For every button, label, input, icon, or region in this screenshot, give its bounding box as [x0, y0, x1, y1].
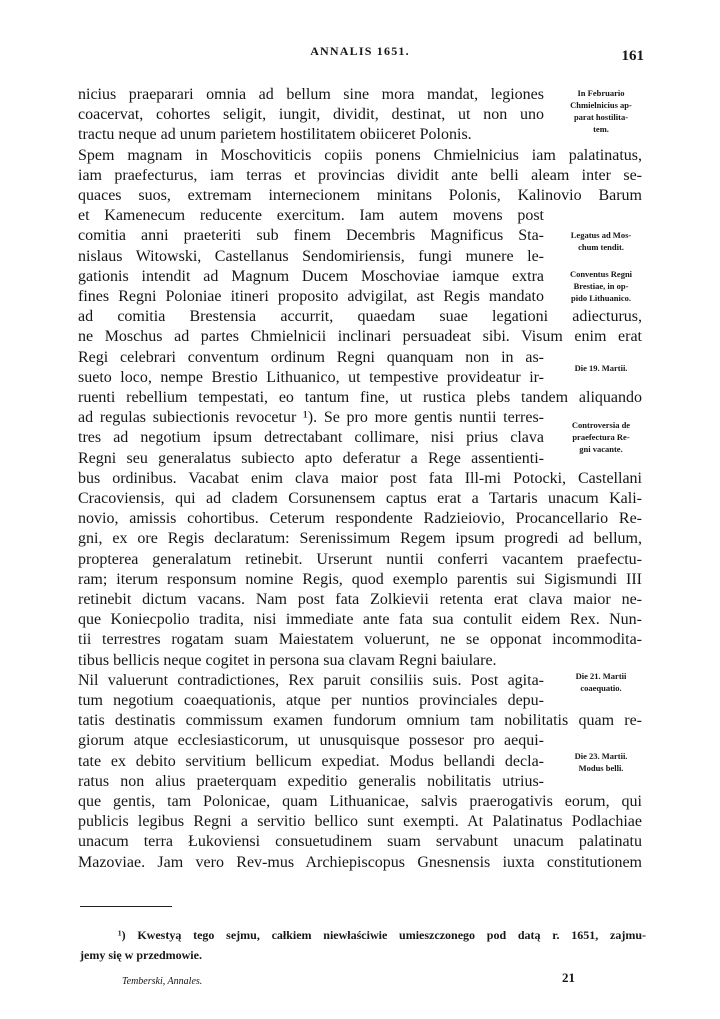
footnote: [80, 925, 646, 965]
text-line: comitia anni praeteriti sub finem Decembris Magnificus Sta-: [78, 227, 544, 245]
text-line: Regni seu generalatus subiecto apto deferatur a Rege assentienti-: [78, 449, 544, 467]
text-line: publicis legibus Regni a servitio bellico sunt exempti. At Palatinatus Podlachiae: [78, 813, 642, 831]
footnote-line: ¹) Kwestyą tego sejmu, całkiem niewłaściwie umieszczonego pod datą r. 1651, zajmu-: [118, 928, 646, 942]
text-line: quaces suos, extremam internecionem minitans Polonis, Kalinovio Barum: [78, 187, 642, 204]
text-line: que gentis, tam Polonicae, quam Lithuanicae, salvis praerogativis eorum, qui: [78, 793, 642, 810]
running-title: ANNALIS 1651.: [310, 44, 410, 58]
text-line: iam praefecturus, iam terras et provincias dividit ante belli aleam inter se-: [78, 166, 642, 184]
text-line: ad regulas subiectionis revocetur ¹). Se pro more gentis nuntii terres-: [78, 409, 544, 427]
margin-note-line: Legatus ad Mos-: [570, 230, 632, 240]
text-line: propterea generalatum retinebit. Urserunt nuntii conferri vacantem praefectu-: [78, 550, 642, 568]
text-line: ratus non alius praeterquam expeditio generalis nobilitatis utrius-: [78, 772, 544, 790]
text-line: Mazoviae. Jam vero Rev-mus Archiepiscopus Gnesnensis iuxta constitutionem: [78, 853, 642, 871]
margin-note-line: tem.: [593, 124, 609, 134]
text-line: giorum atque ecclesiasticorum, ut unusquisque possesor pro aequi-: [78, 732, 544, 750]
text-line: fines Regni Poloniae itineri proposito advigilat, ast Regis mandato: [78, 288, 544, 305]
text-line: sueto loco, nempe Brestio Lithuanico, ut tempestive provideatur ir-: [78, 368, 544, 386]
margin-note-line: Die 23. Martii.: [574, 751, 628, 761]
text-line: retinebit dictum vacans. Nam post fata Zolkievii retenta erat clava maior ne-: [78, 591, 642, 608]
signature-number: 21: [562, 970, 575, 985]
text-line: Spem magnam in Moschoviticis copiis ponens Chmielnicius iam palatinatus,: [78, 146, 642, 164]
text-line: novio, amissis cohortibus. Ceterum respondente Radzieiovio, Procancellario Re-: [78, 510, 642, 528]
text-line: tate ex debito servitium bellicum expediat. Modus bellandi decla-: [78, 752, 544, 770]
footnote-line: jemy się w przedmowie.: [80, 948, 202, 962]
footnote-rule: [80, 906, 172, 907]
margin-note-line: Die 19. Martii.: [574, 363, 628, 373]
margin-note: [553, 362, 649, 374]
text-line: nislaus Witowski, Castellanus Sendomiriensis, fungi munere le-: [78, 247, 544, 265]
margin-note: [553, 419, 649, 455]
margin-note: [553, 87, 649, 135]
text-line: nicius praeparari omnia ad bellum sine mora mandat, legiones: [78, 86, 544, 103]
text-line: ram; iterum responsum nomine Regis, quod exemplo parentis sui Sigismundi III: [78, 570, 642, 588]
margin-note: [553, 670, 649, 694]
text-line: tres ad negotium ipsum detrectabant collimare, nisi prius clava: [78, 429, 544, 447]
text-line: coacervat, cohortes seligit, iungit, dividit, destinat, ut non uno: [78, 106, 544, 124]
page-number: 161: [621, 48, 644, 64]
text-line: ne Moschus ad partes Chmielnicii inclinari persuadeat sibi. Visum enim erat: [78, 328, 642, 346]
text-line: tractu neque ad unum parietem hostilitatem obiiceret Polonis.: [78, 126, 472, 144]
text-line: tii terrestres rogatam suam Maiestatem voluerunt, ne se opponat incommodita-: [78, 631, 642, 649]
margin-note-line: chum tendit.: [578, 242, 624, 252]
text-line: gni, ex ore Regis declaratum: Serenissimum Regem ipsum progredi ad bellum,: [78, 530, 642, 548]
margin-note-line: parat hostilita-: [573, 112, 629, 122]
margin-note-line: Conventus Regni: [569, 269, 633, 279]
text-line: ad comitia Brestensia accurrit, quaedam suae legationi adiecturus,: [78, 308, 642, 326]
text-line: tatis destinatis commissum examen fundorum omnium tam nobilitatis quam re-: [78, 712, 642, 730]
margin-note-line: pido Lithuanico.: [571, 293, 631, 303]
margin-note: [553, 229, 649, 253]
text-line: que Koniecpolio tradita, nisi immediate ante fata sua contulit eidem Rex. Nun-: [78, 611, 642, 629]
text-line: Regi celebrari conventum ordinum Regni quanquam non in as-: [78, 348, 544, 366]
text-line: gationis intendit ad Magnum Ducem Moschoviae iamque extra: [78, 267, 544, 285]
margin-note-line: Brestiae, in op-: [573, 281, 629, 291]
margin-note: [553, 750, 649, 774]
margin-note-line: coaequatio.: [580, 683, 622, 693]
printer-signature: Temberski, Annales.: [122, 976, 203, 987]
margin-note-line: Chmielnicius ap-: [570, 100, 632, 110]
margin-note-line: praefectura Re-: [572, 432, 630, 442]
margin-note-line: gni vacante.: [579, 444, 623, 454]
margin-note-line: Controversia de: [571, 420, 631, 430]
text-line: tibus bellicis neque cogitet in persona sua clavam Regni baiulare.: [78, 651, 497, 669]
margin-note: [553, 268, 649, 304]
text-line: bus ordinibus. Vacabat enim clava maior post fata Ill-mi Potocki, Castellani: [78, 469, 642, 487]
text-line: Cracoviensis, qui ad cladem Corsunensem captus erat a Tartaris unacum Kali-: [78, 490, 642, 507]
margin-note-line: Die 21. Martii: [575, 671, 627, 681]
margin-note-line: Modus belli.: [578, 763, 624, 773]
text-line: et Kamenecum reducente exercitum. Iam autem movens post: [78, 207, 544, 225]
text-line: tum negotium coaequationis, atque per nuntios provinciales depu-: [78, 692, 544, 709]
margin-note-line: In Februario: [577, 88, 625, 98]
text-line: ruenti rebellium tempestati, eo tantum fine, ut rustica plebs tandem aliquando: [78, 389, 642, 406]
text-line: Nil valuerunt contradictiones, Rex paruit consiliis suis. Post agita-: [78, 671, 544, 689]
text-line: unacum terra Łukoviensi consuetudinem suam servabunt unacum palatinatu: [78, 833, 642, 851]
